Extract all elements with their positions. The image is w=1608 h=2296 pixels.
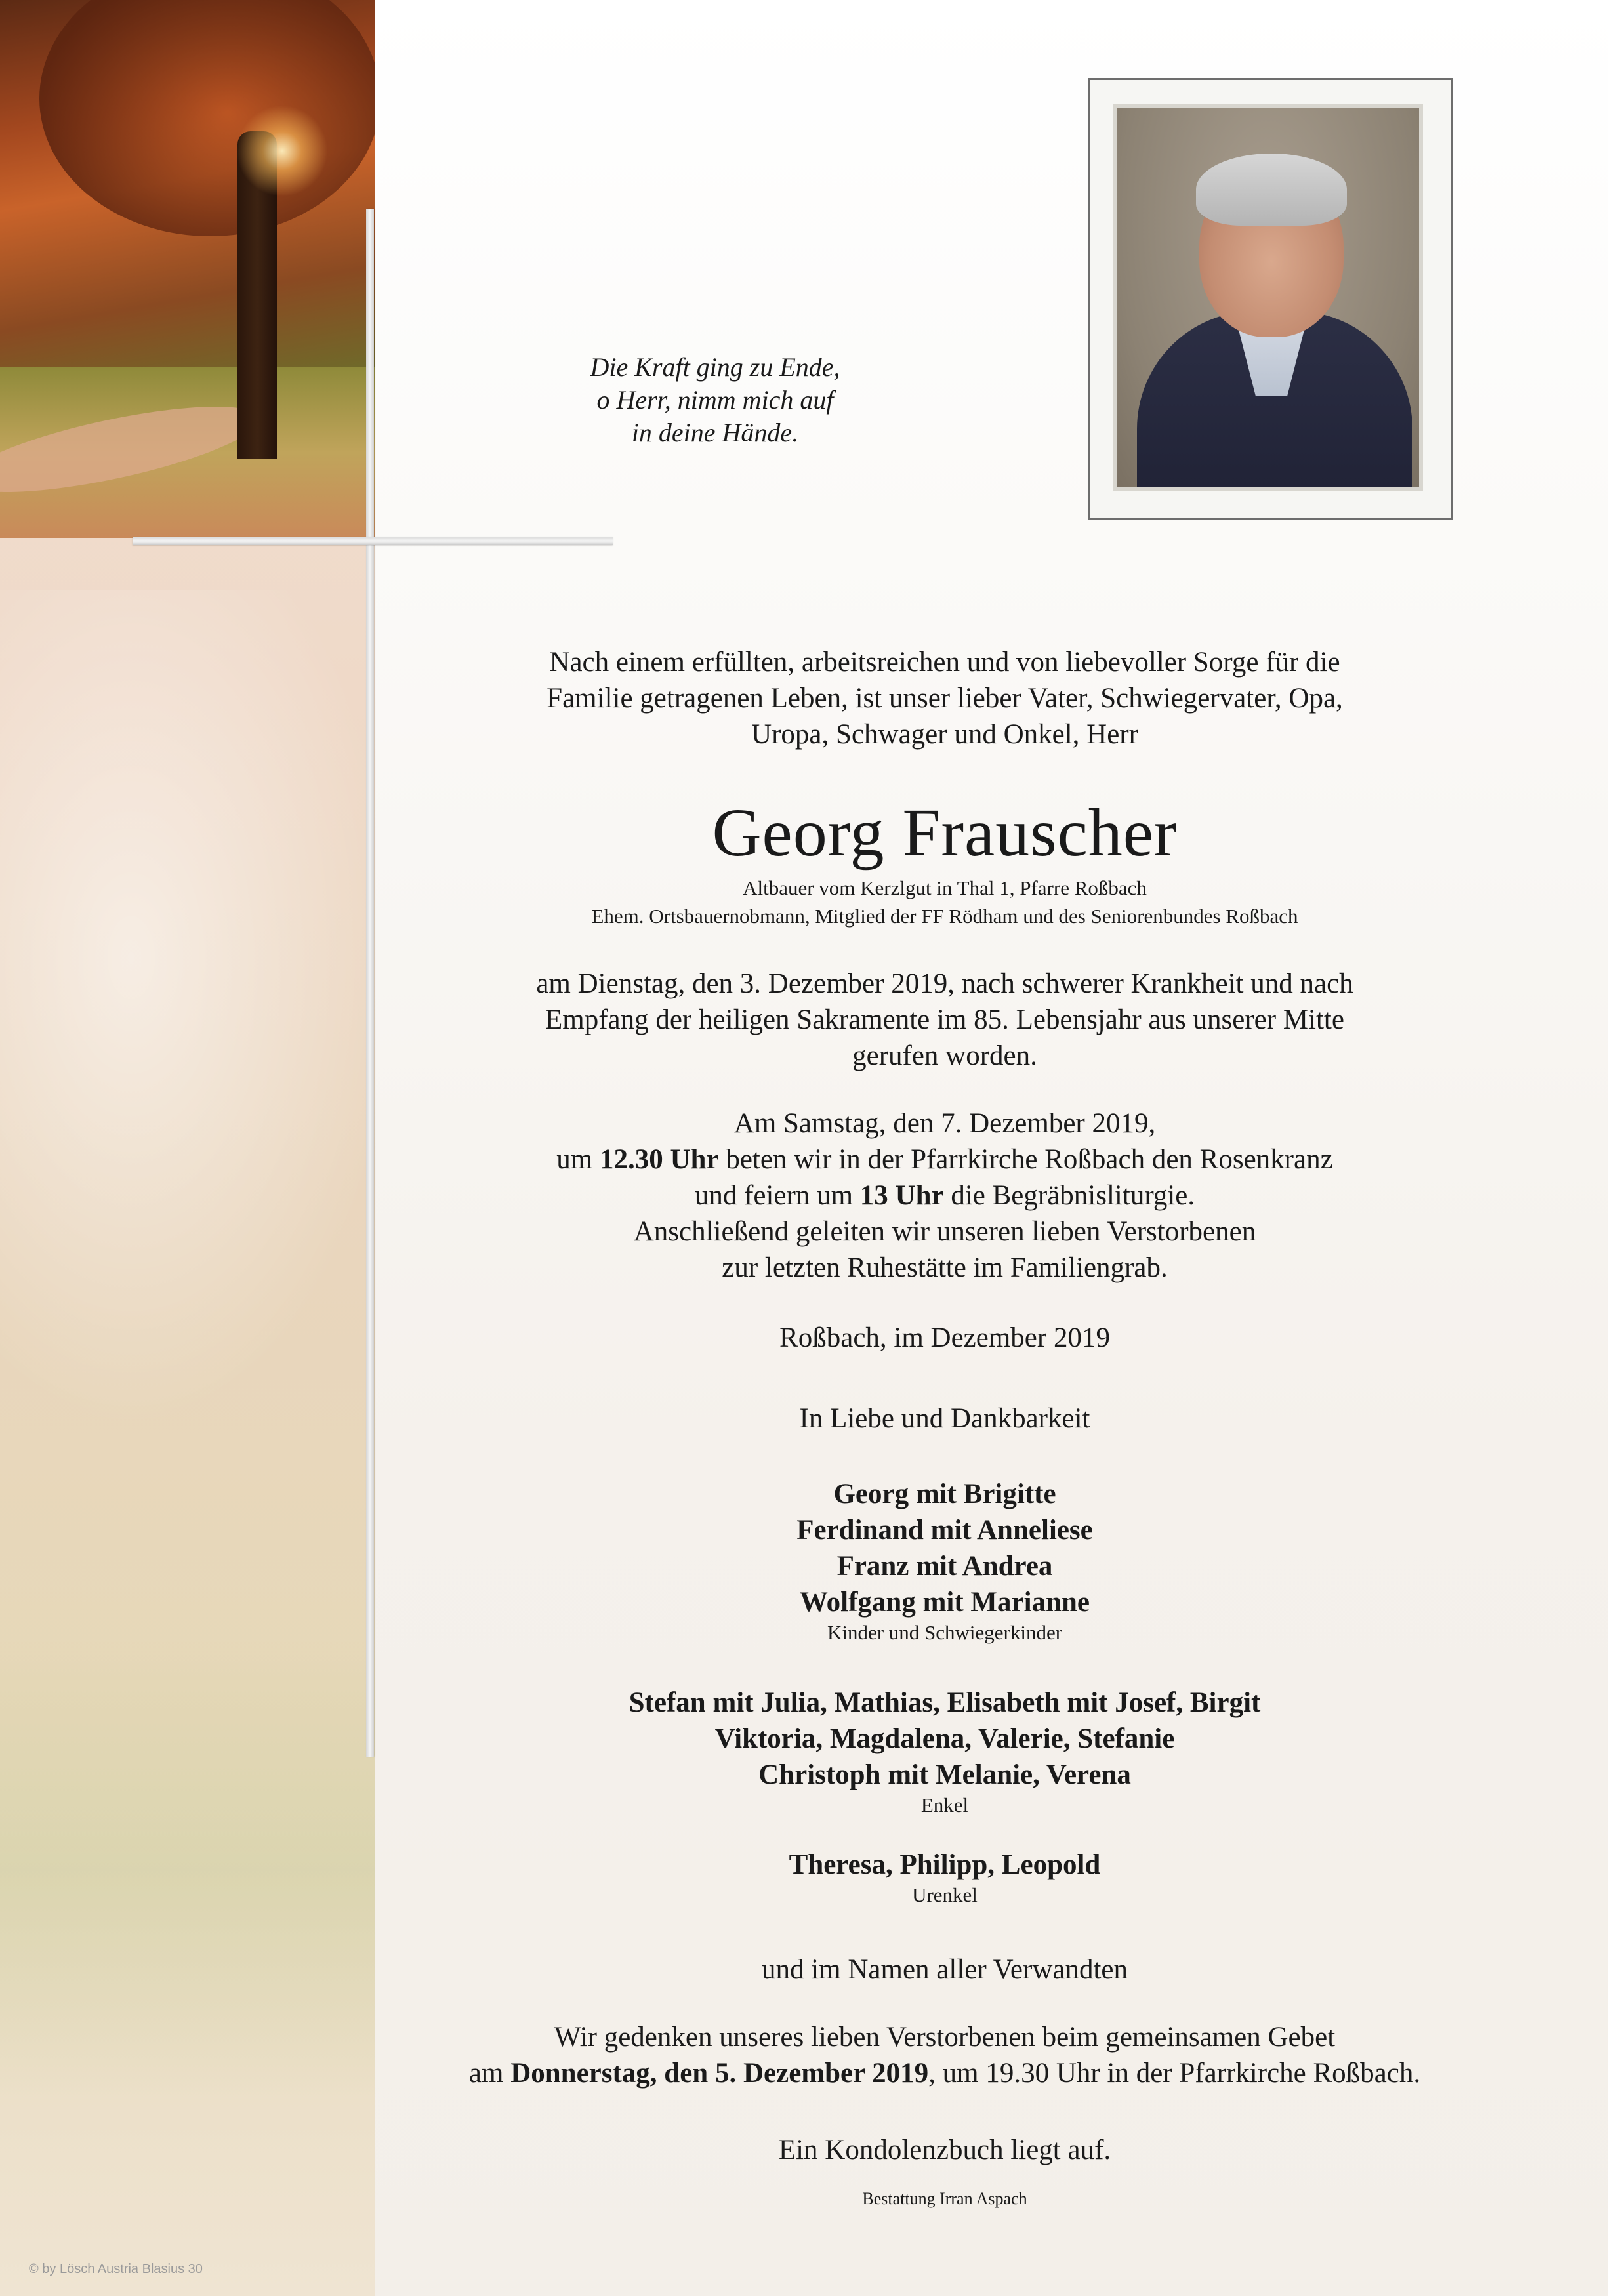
- mourner-name: Christoph mit Melanie, Verena: [758, 1759, 1131, 1790]
- prayer-date: Donnerstag, den 5. Dezember 2019: [510, 2058, 929, 2089]
- mourner-name: Ferdinand mit Anneliese: [796, 1515, 1093, 1546]
- mourner-name: Wolfgang mit Marianne: [800, 1587, 1090, 1618]
- light-glow: [0, 590, 375, 1509]
- funeral-line-3: [367, 1178, 1522, 1214]
- intro-text: Nach einem erfüllten, arbeitsreichen und von liebevoller Sorge für die Familie getragenen Leben, ist unser lieber Vater, Schwiegervater, Opa, Uropa, Schwager und Onkel, Herr: [546, 647, 1343, 750]
- children-caption: Kinder und Schwiegerkinder: [827, 1621, 1063, 1644]
- memorial-verse: Die Kraft ging zu Ende, o Herr, nimm mich auf in deine Hände.: [590, 352, 840, 447]
- autumn-tree-image: [0, 0, 375, 538]
- portrait-photo: [1113, 104, 1423, 491]
- relatives-line: und im Namen aller Verwandten: [761, 1954, 1128, 1985]
- deceased-occupation: Altbauer vom Kerzlgut in Thal 1, Pfarre Roßbach: [743, 876, 1147, 899]
- sun-icon: [236, 105, 328, 197]
- liturgy-time: 13 Uhr: [859, 1180, 944, 1211]
- prayer-line-2-post: , um 19.30 Uhr in der Pfarrkirche Roßbach.: [928, 2058, 1421, 2089]
- funeral-line-5: zur letzten Ruhestätte im Familiengrab.: [722, 1252, 1168, 1283]
- prayer-line-1: Wir gedenken unseres lieben Verstorbenen beim gemeinsamen Gebet: [554, 2022, 1336, 2053]
- funeral-line-3-pre: und feiern um: [694, 1180, 860, 1211]
- mourner-name: Viktoria, Magdalena, Valerie, Stefanie: [714, 1723, 1175, 1754]
- portrait-hair: [1196, 154, 1347, 226]
- mourner-name: Georg mit Brigitte: [833, 1479, 1056, 1509]
- portrait-frame: [1088, 78, 1453, 520]
- funeral-details: [367, 1105, 1522, 1286]
- tree-canopy: [39, 0, 375, 236]
- great-grandchildren-caption: Urenkel: [912, 1883, 978, 1906]
- mourner-name: Franz mit Andrea: [836, 1551, 1053, 1582]
- funeral-line-2-post: beten wir in der Pfarrkirche Roßbach den Rosenkranz: [718, 1144, 1333, 1175]
- funeral-line-3-post: die Begräbnisliturgie.: [943, 1180, 1195, 1211]
- mourner-name: Stefan mit Julia, Mathias, Elisabeth mit Josef, Birgit: [629, 1687, 1261, 1718]
- grandchildren-block: [367, 1685, 1522, 1818]
- prayer-line-2-pre: am: [468, 2058, 511, 2089]
- funeral-line-1: Am Samstag, den 7. Dezember 2019,: [733, 1108, 1156, 1139]
- death-notice: am Dienstag, den 3. Dezember 2019, nach schwerer Krankheit und nach Empfang der heiligen Sakramente im 85. Lebensjahr aus unserer Mitte gerufen worden.: [536, 968, 1353, 1071]
- meadow-tint: [0, 1640, 375, 2099]
- rosary-time: 12.30 Uhr: [600, 1144, 719, 1175]
- mourner-name: Theresa, Philipp, Leopold: [789, 1849, 1101, 1880]
- funeral-line-2-pre: um: [556, 1144, 600, 1175]
- deceased-name: Georg Frauscher: [712, 795, 1178, 871]
- great-grandchildren-block: [367, 1847, 1522, 1908]
- funeral-line-4: Anschließend geleiten wir unseren lieben Verstorbenen: [633, 1216, 1256, 1247]
- prayer-notice: [367, 2019, 1522, 2091]
- funeral-line-2: [367, 1141, 1522, 1178]
- place-date: Roßbach, im Dezember 2019: [779, 1322, 1110, 1353]
- condolence-book-note: Ein Kondolenzbuch liegt auf.: [778, 2135, 1111, 2165]
- love-line: In Liebe und Dankbarkeit: [799, 1403, 1090, 1434]
- cross-horizontal-beam: [133, 537, 613, 545]
- children-block: [367, 1476, 1522, 1645]
- deceased-roles: Ehem. Ortsbauernobmann, Mitglied der FF Rödham und des Seniorenbundes Roßbach: [591, 905, 1298, 928]
- undertaker-credit: Bestattung Irran Aspach: [862, 2189, 1027, 2208]
- grandchildren-caption: Enkel: [920, 1794, 969, 1816]
- prayer-line-2: [367, 2055, 1522, 2091]
- copyright-notice: © by Lösch Austria Blasius 30: [29, 2262, 203, 2276]
